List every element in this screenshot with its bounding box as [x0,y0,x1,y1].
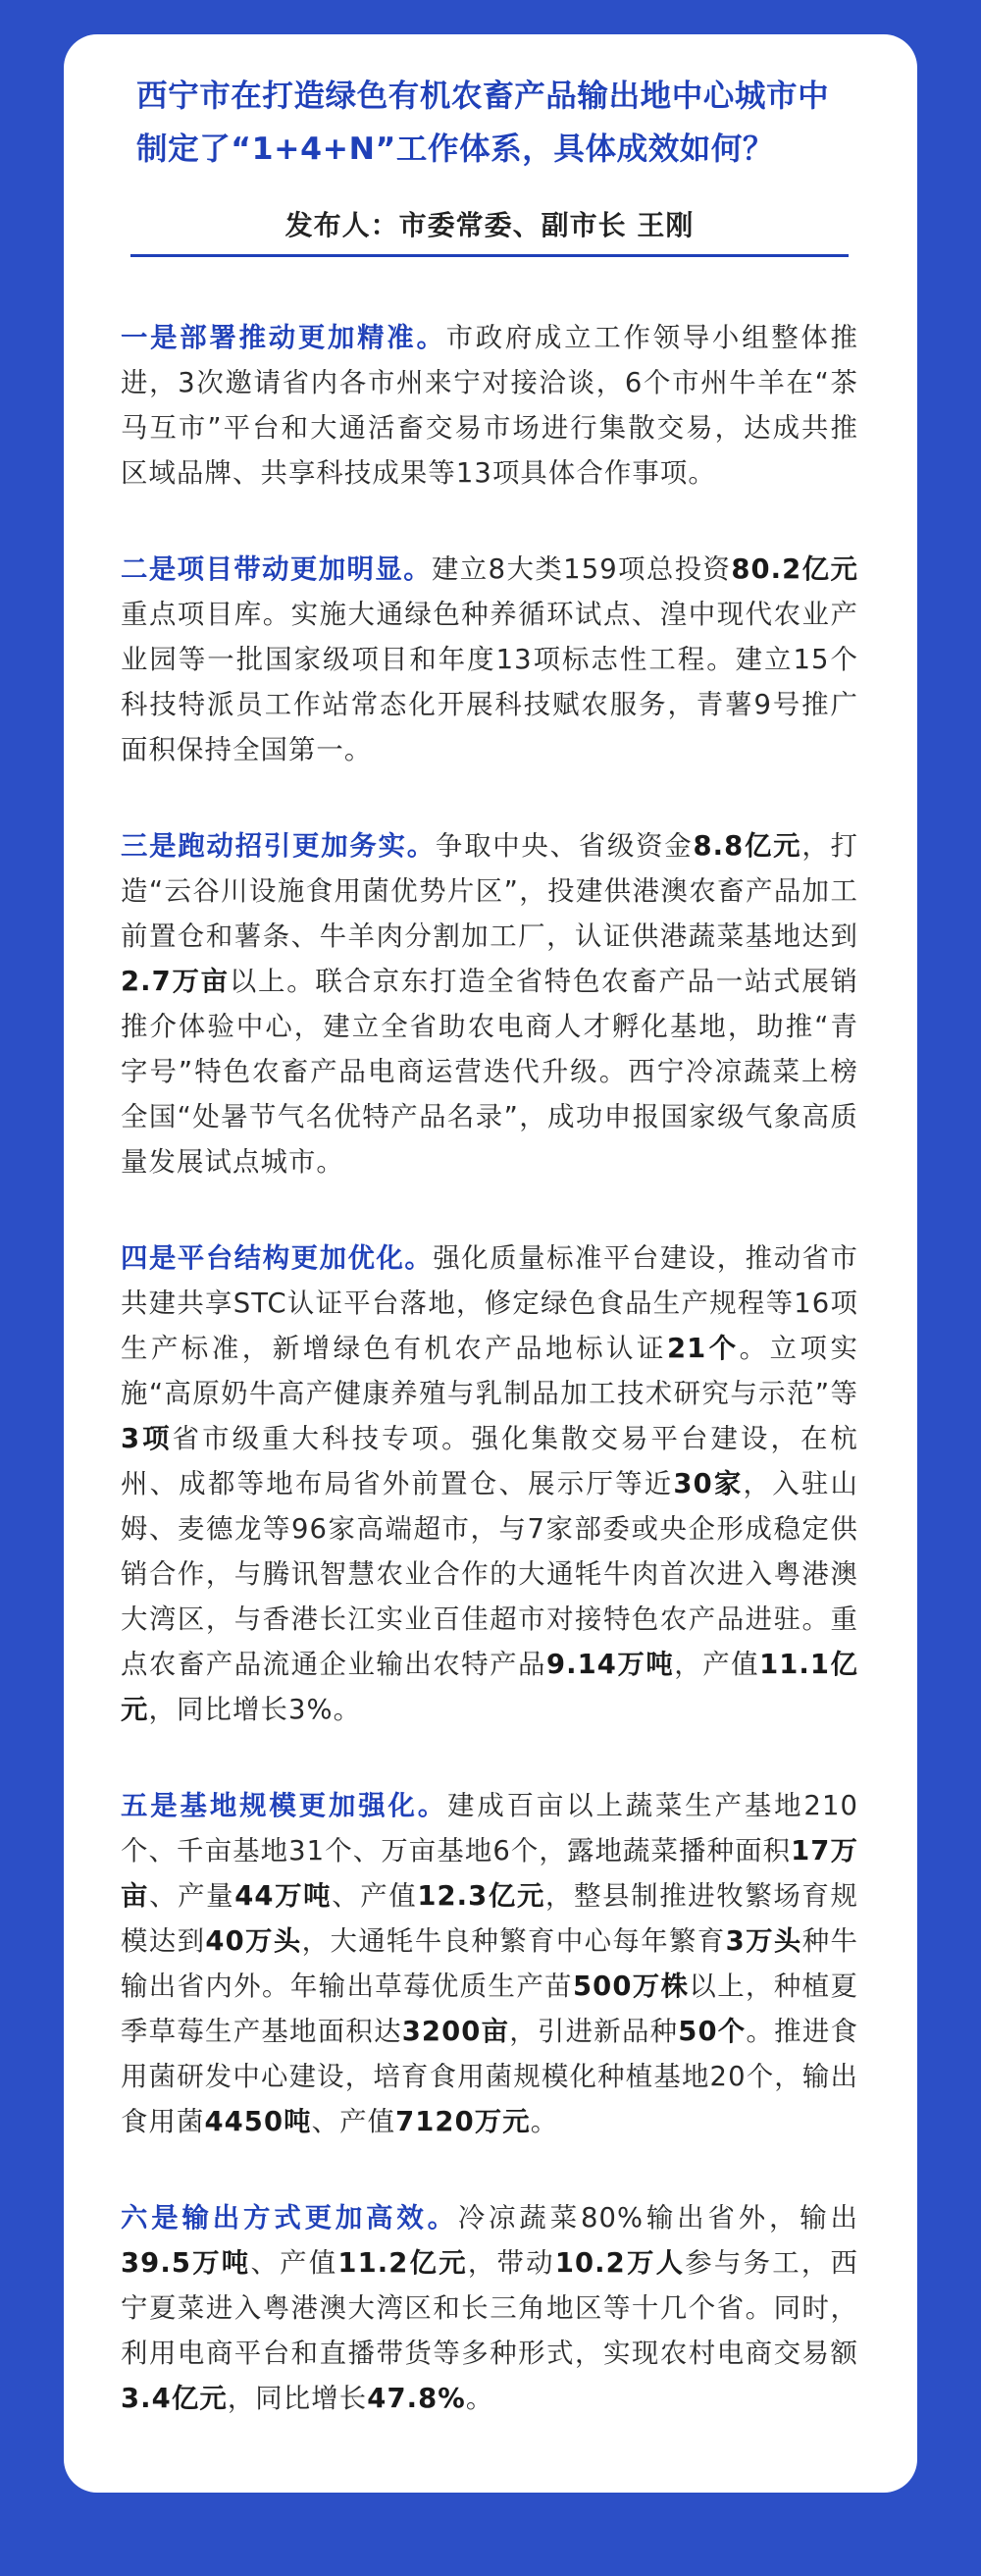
section-text: ，带动 [467,2248,555,2279]
highlight-figure: 47.8% [367,2384,466,2414]
section-text: ，同比增长3%。 [148,1695,362,1725]
highlight-figure: 44万吨 [234,1881,333,1912]
section-text: 建立8大类159项总投资 [432,554,732,585]
section-text: ，引进新品种 [509,2017,679,2047]
highlight-figure: 11.2亿元 [337,2248,468,2279]
content-card [64,34,917,2493]
highlight-figure: 80.2亿元 [731,554,858,585]
section-paragraph [121,824,858,1185]
section-text: 。 [530,2107,559,2137]
section-text: 种牛输出省内外。年输出草莓优质生产苗 [121,1926,858,2002]
section-text: 、产值 [311,2107,396,2137]
highlight-figure: 30家 [673,1469,744,1499]
section-text: ，入驻山姆、麦德龙等96家高端超市，与7家部委或央企形成稳定供销合作，与腾讯智慧农业合作的大通牦牛肉首次进入粤港澳大湾区，与香港长江实业百佳超市对接特色农产品进驻。重点农畜产品流通企业输出农特产品 [121,1469,858,1680]
section-lead: 一是部署推动更加精准。 [121,323,446,353]
section-text: 强化质量标准平台建设，推动省市共建共享STC认证平台落地，修定绿色食品生产规程等16项生产标准，新增绿色有机农产品地标认证 [121,1243,858,1364]
section-paragraph [121,1236,858,1733]
title-divider [130,254,849,257]
section-text: 以上。联合京东打造全省特色农畜产品一站式展销推介体验中心，建立全省助农电商人才孵化基地，助推“青字号”特色农畜产品电商运营迭代升级。西宁冷凉蔬菜上榜全国“处暑节气名优特产品名录”，成功申报国家级气象高质量发展试点城市。 [121,967,858,1178]
highlight-figure: 12.3亿元 [417,1881,545,1912]
highlight-figure: 9.14万吨 [545,1650,675,1680]
section-text: 重点项目库。实施大通绿色种养循环试点、湟中现代农业产业园等一批国家级项目和年度13项标志性工程。建立15个科技特派员工作站常态化开展科技赋农服务，青薯9号推广面积保持全国第一。 [121,600,858,765]
section-lead: 五是基地规模更加强化。 [121,1791,448,1821]
section-lead: 六是输出方式更加高效。 [121,2203,458,2234]
section-paragraph [121,2196,858,2422]
highlight-figure: 3200亩 [401,2017,510,2047]
section-text: 争取中央、省级资金 [435,831,694,862]
section-text: 建成百亩以上蔬菜生产基地210个、千亩基地31个、万亩基地6个，露地蔬菜播种面积 [121,1791,859,1866]
page-title: 西宁市在打造绿色有机农畜产品输出地中心城市中制定了“1+4+N”工作体系，具体成效如何？ [136,79,830,167]
section-text: 、产值 [250,2248,338,2279]
section-text: ，大通牦牛良种繁育中心每年繁育 [301,1926,726,1957]
section-lead: 四是平台结构更加优化。 [121,1243,434,1274]
section-text: ，产值 [674,1650,760,1680]
highlight-figure: 3.4亿元 [121,2384,228,2414]
section-text: 冷凉蔬菜80%输出省外，输出 [457,2203,858,2234]
highlight-figure: 7120万元 [395,2107,531,2137]
section-text: ，整县制推进牧繁场育规模达到 [121,1881,858,1957]
section-text: 。推进食用菌研发中心建设，培育食用菌规模化种植基地20个，输出食用菌 [121,2017,858,2137]
highlight-figure: 50个 [678,2017,747,2047]
highlight-figure: 21个 [666,1334,740,1364]
highlight-figure: 39.5万吨 [121,2248,251,2279]
highlight-figure: 11.1亿元 [121,1650,858,1725]
section-paragraph [121,316,858,497]
highlight-figure: 500万株 [573,1971,690,2002]
section-paragraph [121,1784,858,2145]
highlight-figure: 40万头 [205,1926,302,1957]
section-text: 、产量 [149,1881,235,1912]
highlight-figure: 10.2万人 [554,2248,686,2279]
section-lead: 二是项目带动更加明显。 [121,554,433,585]
section-text: 。立项实施“高原奶牛高产健康养殖与乳制品加工技术研究与示范”等 [121,1334,858,1409]
section-text: 市政府成立工作领导小组整体推进，3次邀请省内各市州来宁对接洽谈，6个市州牛羊在“茶马互市”平台和大通活畜交易市场进行集散交易，达成共推区域品牌、共享科技成果等13项具体合作事项。 [121,323,858,489]
section-lead: 三是跑动招引更加务实。 [121,831,436,862]
highlight-figure: 17万亩 [121,1836,858,1912]
section-text: 。 [465,2384,494,2414]
highlight-figure: 3项 [121,1424,173,1454]
section-text: 、产值 [332,1881,418,1912]
section-text: ，打造“云谷川设施食用菌优势片区”，投建供港澳农畜产品加工前置仓和薯条、牛羊肉分割加工厂，认证供港蔬菜基地达到 [121,831,858,952]
publisher-block [121,205,858,246]
section-paragraph [121,548,858,773]
highlight-figure: 8.8亿元 [693,831,802,862]
publisher-line: 发布人：市委常委、副市长 王刚 [284,209,695,241]
section-text: ，同比增长 [227,2384,368,2414]
section-list [121,316,858,2422]
section-text: 以上，种植夏季草莓生产基地面积达 [121,1971,858,2047]
highlight-figure: 3万头 [725,1926,802,1957]
highlight-figure: 2.7万亩 [121,967,230,997]
highlight-figure: 4450吨 [204,2107,312,2137]
section-text: 省市级重大科技专项。强化集散交易平台建设，在杭州、成都等地布局省外前置仓、展示厅等近 [121,1424,858,1499]
section-text: 参与务工，西宁夏菜进入粤港澳大湾区和长三角地区等十几个省。同时，利用电商平台和直播带货等多种形式，实现农村电商交易额 [121,2248,859,2369]
